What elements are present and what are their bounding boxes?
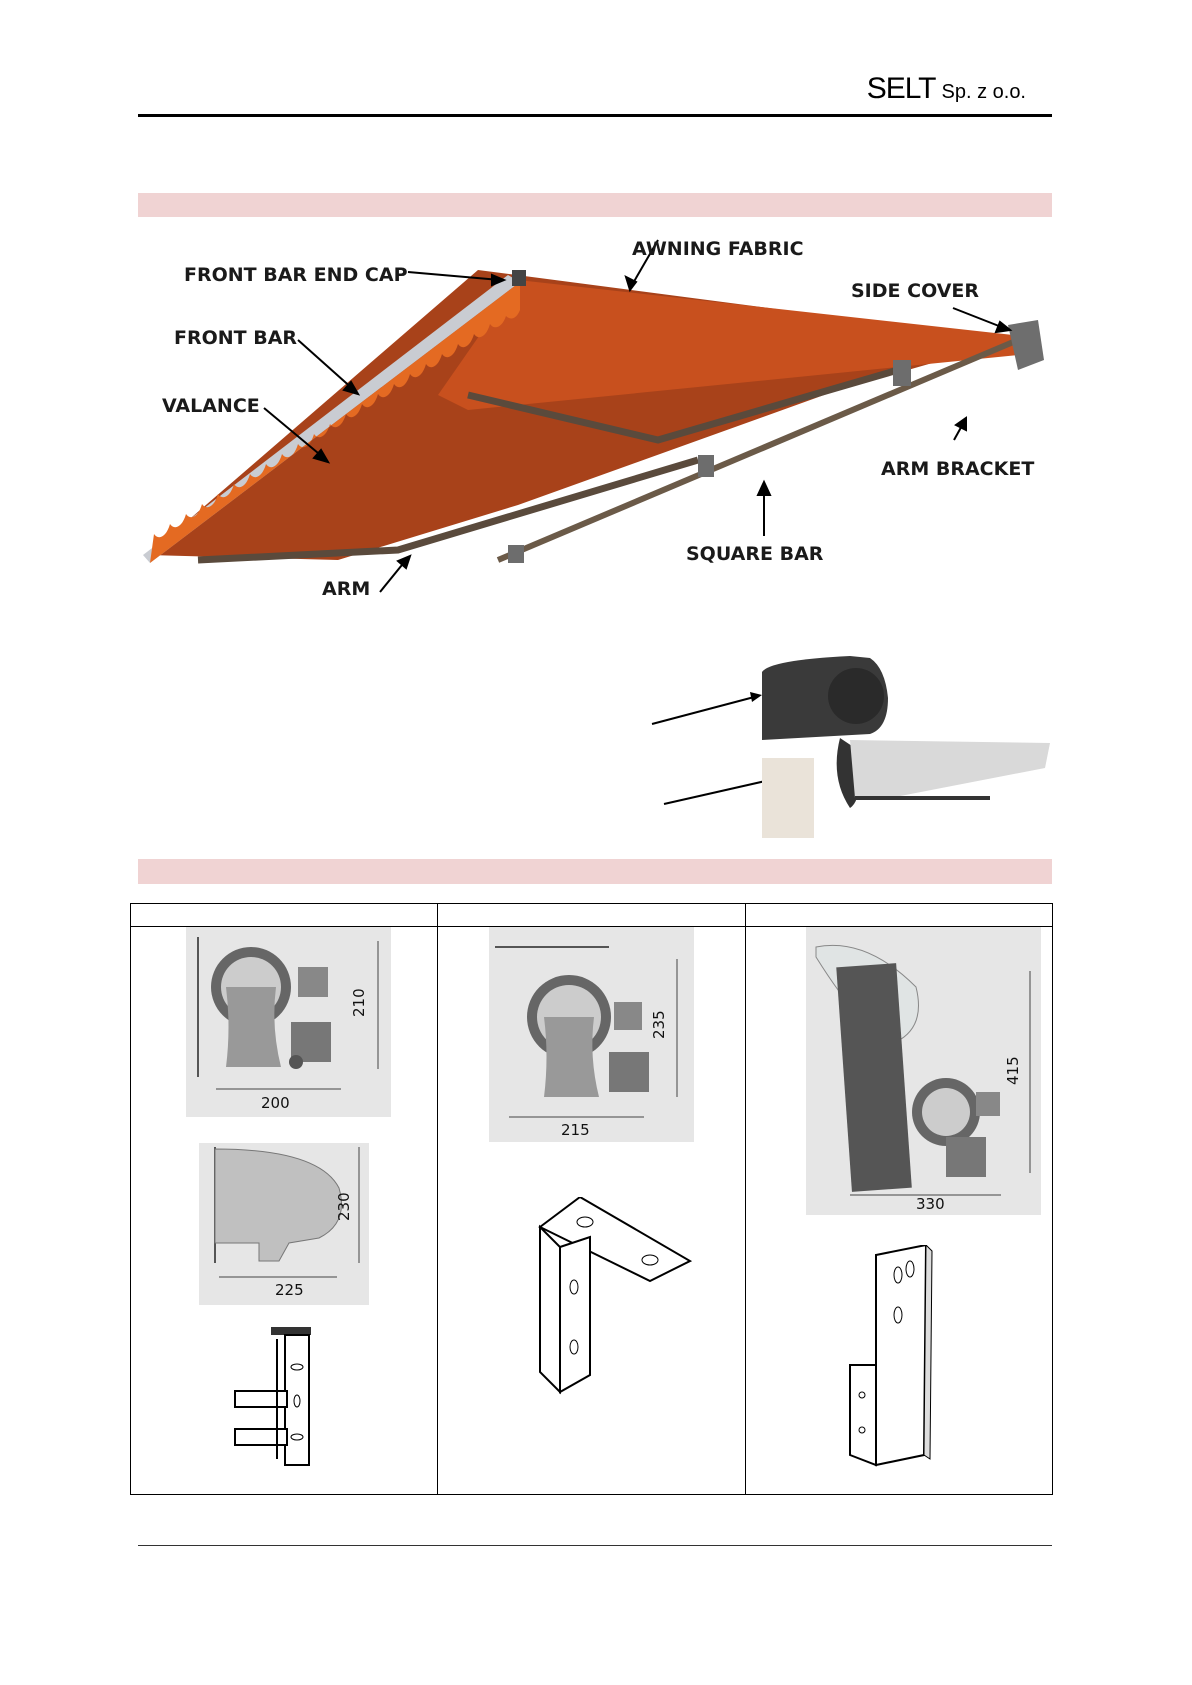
square-bar-bracket: [508, 545, 524, 563]
brand-suffix: Sp. z o.o.: [941, 81, 1026, 103]
cassette-end-cap: [828, 668, 884, 724]
ceiling-bracket-drawing: [530, 1197, 700, 1397]
label-front-bar-end-cap: FRONT BAR END CAP: [184, 264, 408, 286]
dim-height-2: 230: [335, 1192, 353, 1221]
front-bar-end-cap: [512, 270, 526, 286]
dim-height-1: 210: [350, 988, 368, 1017]
label-valance: VALANCE: [162, 395, 260, 417]
rafter-mount-section: [806, 927, 1041, 1215]
label-awning-fabric: AWNING FABRIC: [632, 238, 804, 260]
pointer-arrow-bottom: [664, 780, 770, 804]
side-cover: [1008, 320, 1044, 370]
wall-bracket-drawing: [231, 1319, 341, 1484]
wall-mount-section: [186, 927, 391, 1117]
footer-rule: [138, 1545, 1052, 1546]
label-side-cover: SIDE COVER: [851, 280, 980, 302]
company-brand: [867, 72, 1026, 106]
dim-width-2: 225: [275, 1281, 304, 1299]
dim-height-3: 235: [650, 1010, 669, 1039]
label-arm-bracket: ARM BRACKET: [881, 458, 1035, 480]
header-cell-rafter: [745, 904, 1052, 927]
header-rule: [138, 114, 1052, 117]
wall: [762, 758, 814, 838]
section-band-mounting: [138, 859, 1052, 884]
header-cell-wall: [131, 904, 438, 927]
rafter-bracket-drawing: [846, 1245, 976, 1485]
dim-height-4: 415: [1003, 1056, 1022, 1085]
label-arm: ARM: [322, 578, 371, 600]
label-square-bar: SQUARE BAR: [686, 543, 824, 565]
mounting-options-table: [130, 903, 1053, 1495]
mounting-option-rafter: [745, 927, 1052, 1495]
arm-bracket-2: [698, 455, 714, 477]
dim-width-4: 330: [915, 1195, 945, 1213]
wall-mount-cover-section: [199, 1143, 369, 1305]
arm-bracket: [893, 360, 911, 386]
pointer-arrow-top: [652, 696, 758, 724]
header-cell-ceiling: [438, 904, 745, 927]
brand-name: SELT: [866, 72, 936, 105]
label-front-bar: FRONT BAR: [174, 327, 298, 349]
cassette-detail-photo: [650, 648, 1052, 838]
dim-width-3: 215: [561, 1121, 590, 1139]
mounting-option-ceiling: [438, 927, 745, 1495]
section-band-awning-parts: [138, 193, 1052, 217]
dim-width-1: 200: [261, 1094, 290, 1112]
fabric-panel: [850, 740, 1050, 798]
mounting-option-wall: [131, 927, 438, 1495]
ceiling-mount-section: [489, 927, 694, 1142]
